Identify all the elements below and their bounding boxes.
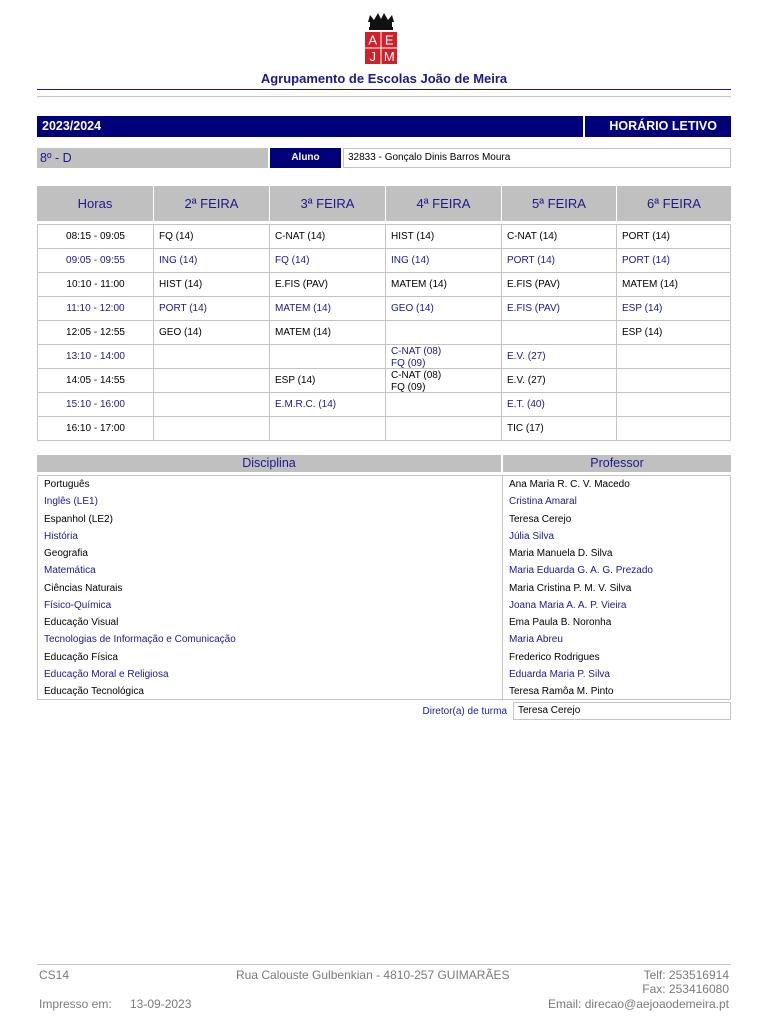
teacher-name: Maria Abreu [509, 634, 563, 646]
lesson-name: E.FIS (PAV) [507, 303, 560, 314]
time-slot: 13:10 - 14:00 [38, 345, 154, 368]
lesson-cell [502, 321, 617, 344]
lesson-cell [154, 321, 270, 344]
lesson-name: TIC (17) [507, 423, 544, 434]
lesson-name: FQ (14) [159, 231, 194, 242]
phone-number: Telf: 253516914 [643, 968, 729, 982]
lesson-name: ESP (14) [622, 327, 663, 338]
lesson-name: E.T. (40) [507, 399, 545, 410]
lesson-name: PORT (14) [622, 231, 670, 242]
lesson-name: C-NAT (14) [507, 231, 558, 242]
lesson-name: E.V. (27) [507, 375, 546, 386]
timetable-row [38, 393, 730, 417]
lesson-name: PORT (14) [622, 255, 670, 266]
lesson-cell [154, 393, 270, 416]
lesson-cell [502, 273, 617, 296]
lesson-name: ESP (14) [622, 303, 663, 314]
lesson-cell [270, 297, 386, 320]
timetable-row [38, 345, 730, 369]
lesson-name: MATEM (14) [275, 327, 331, 338]
lesson-name: HIST (14) [159, 279, 203, 290]
lesson-name: MATEM (14) [391, 279, 447, 290]
teacher-name: Maria Cristina P. M. V. Silva [509, 582, 632, 594]
discipline-name: Tecnologias de Informação e Comunicação [44, 634, 236, 646]
timetable-row [38, 369, 730, 393]
lesson-name: C-NAT (08) [391, 370, 442, 381]
class-director-value: Teresa Cerejo [513, 702, 731, 720]
printed-date: 13-09-2023 [130, 997, 192, 1011]
time-slot: 09:05 - 09:55 [38, 249, 154, 272]
discipline-name: Inglês (LE1) [44, 496, 98, 508]
lesson-cell [617, 417, 730, 440]
timetable-body [37, 224, 731, 441]
logo-letter: J [369, 49, 376, 64]
lesson-cell [617, 369, 730, 392]
lesson-cell [617, 273, 730, 296]
school-address: Rua Calouste Gulbenkian - 4810-257 GUIMARÃES [236, 968, 510, 982]
lesson-name: FQ (09) [391, 382, 426, 392]
lesson-name: PORT (14) [159, 303, 207, 314]
lesson-cell [270, 417, 386, 440]
lesson-cell [270, 225, 386, 248]
header-hours: Horas [37, 186, 153, 221]
lesson-cell [617, 297, 730, 320]
header-divider [37, 89, 731, 90]
teacher-name: Ema Paula B. Noronha [509, 617, 612, 628]
lesson-cell [154, 417, 270, 440]
header-divider [37, 96, 731, 97]
teacher-name: Júlia Silva [509, 530, 555, 542]
lesson-cell [386, 297, 502, 320]
lesson-cell [617, 393, 730, 416]
lesson-name: ESP (14) [275, 375, 316, 386]
school-year: 2023/2024 [37, 116, 583, 137]
lesson-cell [154, 273, 270, 296]
logo-letter: A [368, 32, 378, 48]
lesson-name: ING (14) [159, 255, 198, 266]
lesson-name: E.V. (27) [507, 351, 546, 362]
timetable-row [38, 417, 730, 441]
lesson-name: E.FIS (PAV) [275, 279, 328, 290]
discipline-name: Educação Moral e Religiosa [44, 668, 169, 680]
header-day: 6ª FEIRA [617, 186, 731, 221]
crown-icon [368, 13, 394, 30]
lesson-cell [270, 249, 386, 272]
discipline-name: Educação Visual [44, 617, 119, 628]
lesson-cell [502, 417, 617, 440]
lesson-cell [154, 249, 270, 272]
lesson-cell [502, 225, 617, 248]
lesson-cell [502, 393, 617, 416]
lesson-name: ING (14) [391, 255, 430, 266]
teacher-name: Cristina Amaral [509, 496, 577, 508]
lesson-name: E.FIS (PAV) [507, 279, 560, 290]
time-slot: 10:10 - 11:00 [38, 273, 154, 296]
lesson-cell [270, 321, 386, 344]
lesson-name: GEO (14) [159, 327, 202, 338]
lesson-cell [617, 249, 730, 272]
student-value: 32833 - Gonçalo Dinis Barros Moura [343, 148, 731, 168]
time-slot: 08:15 - 09:05 [38, 225, 154, 248]
lesson-cell [386, 249, 502, 272]
lesson-cell [502, 249, 617, 272]
school-logo [362, 12, 400, 68]
time-slot: 16:10 - 17:00 [38, 417, 154, 440]
printed-label: Impresso em: [39, 997, 112, 1011]
footer-divider [37, 964, 731, 965]
timetable-row [38, 321, 730, 345]
header-day: 3ª FEIRA [270, 186, 385, 221]
logo-letter: E [384, 32, 394, 48]
lesson-name: FQ (09) [391, 358, 426, 368]
header-day: 2ª FEIRA [154, 186, 269, 221]
teacher-name: Ana Maria R. C. V. Macedo [509, 479, 630, 490]
lesson-cell [154, 369, 270, 392]
lesson-cell [270, 273, 386, 296]
teacher-name: Teresa Cerejo [509, 513, 572, 525]
lesson-cell [270, 345, 386, 368]
lesson-cell [386, 273, 502, 296]
discipline-name: Educação Tecnológica [44, 686, 144, 697]
discipline-name: Matemática [44, 565, 96, 577]
fax-number: Fax: 253416080 [642, 982, 729, 996]
lesson-cell [502, 345, 617, 368]
timetable-row [38, 225, 730, 249]
discipline-name: História [44, 530, 78, 542]
discipline-name: Educação Física [44, 651, 118, 663]
lesson-cell [502, 297, 617, 320]
lesson-cell [386, 321, 502, 344]
teacher-name: Maria Manuela D. Silva [509, 548, 613, 559]
time-slot: 15:10 - 16:00 [38, 393, 154, 416]
time-slot: 14:05 - 14:55 [38, 369, 154, 392]
discipline-name: Físico-Química [44, 599, 112, 611]
student-label: Aluno [270, 148, 341, 168]
school-name: Agrupamento de Escolas João de Meira [260, 71, 508, 86]
logo-letter: M [383, 49, 395, 64]
teacher-name: Eduarda Maria P. Silva [509, 668, 610, 680]
timetable-row [38, 273, 730, 297]
lesson-cell [154, 297, 270, 320]
lesson-name: E.M.R.C. (14) [275, 399, 337, 410]
lesson-cell [270, 369, 386, 392]
teacher-name: Teresa Ramôa M. Pinto [509, 686, 614, 697]
lesson-name: C-NAT (08) [391, 346, 442, 357]
teacher-list [502, 475, 731, 700]
lesson-cell [617, 225, 730, 248]
discipline-name: Português [44, 479, 90, 490]
teacher-name: Maria Eduarda G. A. G. Prezado [509, 565, 653, 577]
teacher-name: Joana Maria A. A. P. Vieira [509, 599, 627, 611]
discipline-name: Espanhol (LE2) [44, 513, 113, 525]
timetable-row [38, 297, 730, 321]
lesson-name: PORT (14) [507, 255, 555, 266]
discipline-name: Geografia [44, 548, 88, 559]
lesson-name: HIST (14) [391, 231, 435, 242]
lesson-cell [270, 393, 386, 416]
lesson-cell [617, 345, 730, 368]
header-day: 5ª FEIRA [502, 186, 616, 221]
teacher-name: Frederico Rodrigues [509, 651, 600, 663]
lesson-cell [154, 225, 270, 248]
discipline-list [37, 475, 503, 700]
lesson-cell [386, 369, 502, 392]
lesson-cell [386, 393, 502, 416]
lesson-name: MATEM (14) [622, 279, 678, 290]
class-name: 8º - D [37, 148, 268, 168]
lesson-cell [617, 321, 730, 344]
class-director-label: Diretor(a) de turma [422, 706, 507, 717]
time-slot: 11:10 - 12:00 [38, 297, 154, 320]
lesson-cell [386, 225, 502, 248]
lesson-cell [386, 345, 502, 368]
lesson-cell [154, 345, 270, 368]
schedule-type: HORÁRIO LETIVO [585, 116, 731, 137]
discipline-name: Ciências Naturais [44, 582, 123, 594]
email-address: Email: direcao@aejoaodemeira.pt [548, 997, 729, 1011]
lesson-name: FQ (14) [275, 255, 310, 266]
lesson-cell [386, 417, 502, 440]
lesson-cell [502, 369, 617, 392]
time-slot: 12:05 - 12:55 [38, 321, 154, 344]
lesson-name: GEO (14) [391, 303, 434, 314]
lesson-name: MATEM (14) [275, 303, 331, 314]
discipline-header: Disciplina [37, 455, 501, 472]
timetable-row [38, 249, 730, 273]
header-day: 4ª FEIRA [386, 186, 501, 221]
teacher-header: Professor [503, 455, 731, 472]
lesson-name: C-NAT (14) [275, 231, 326, 242]
document-code: CS14 [39, 968, 70, 982]
